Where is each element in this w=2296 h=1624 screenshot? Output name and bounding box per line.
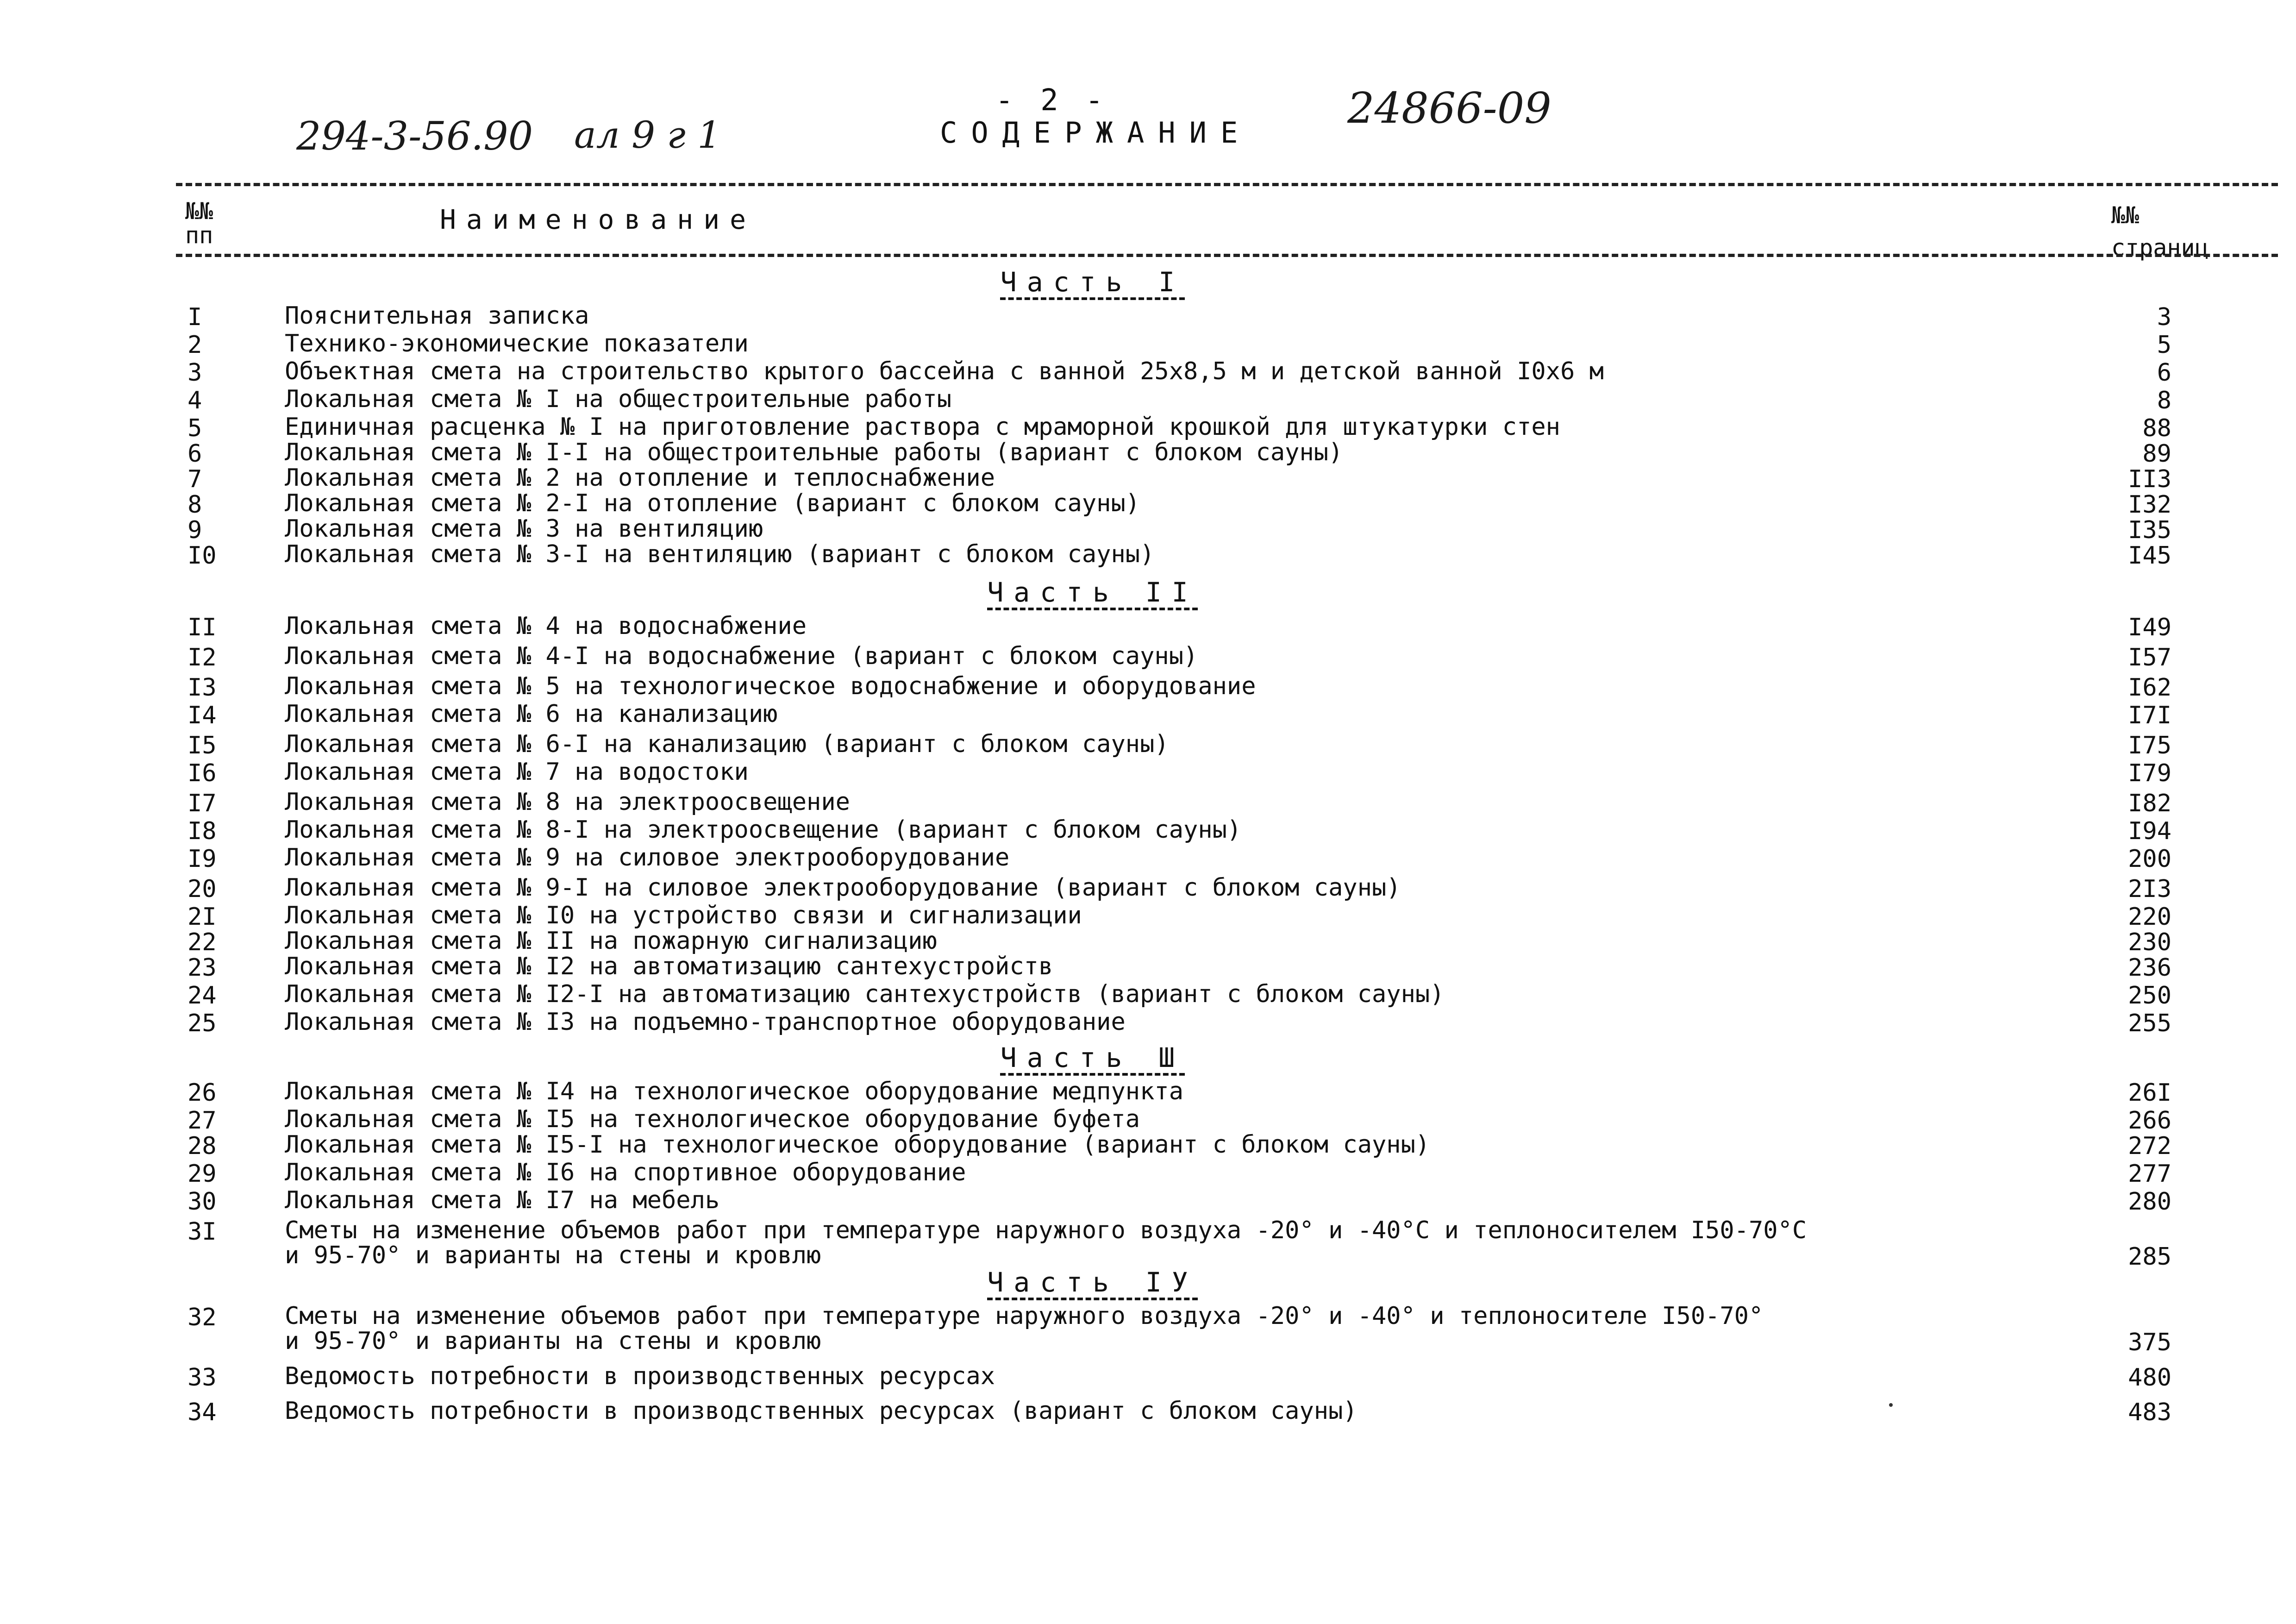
stray-mark <box>1889 1403 1893 1407</box>
header-divider-top <box>176 183 2278 186</box>
document-code: 294-3-56.90 <box>296 113 533 159</box>
part-heading: Часть IУ <box>987 1267 1198 1298</box>
part-heading: Часть II <box>987 577 1198 608</box>
column-header-number: №№ пп <box>185 198 213 249</box>
column-header-name: Наименование <box>440 204 757 235</box>
header-divider-bottom <box>176 254 2278 257</box>
part-heading: Часть Ш <box>1000 1042 1185 1073</box>
album-code: ал 9 г 1 <box>574 113 721 157</box>
part-heading: Часть I <box>1000 266 1185 298</box>
page-number: - 2 - <box>995 83 1108 118</box>
inventory-number: 24866-09 <box>1347 83 1552 133</box>
page-title: СОДЕРЖАНИЕ <box>940 116 1252 150</box>
column-header-pages: №№ страниц <box>2111 202 2209 261</box>
